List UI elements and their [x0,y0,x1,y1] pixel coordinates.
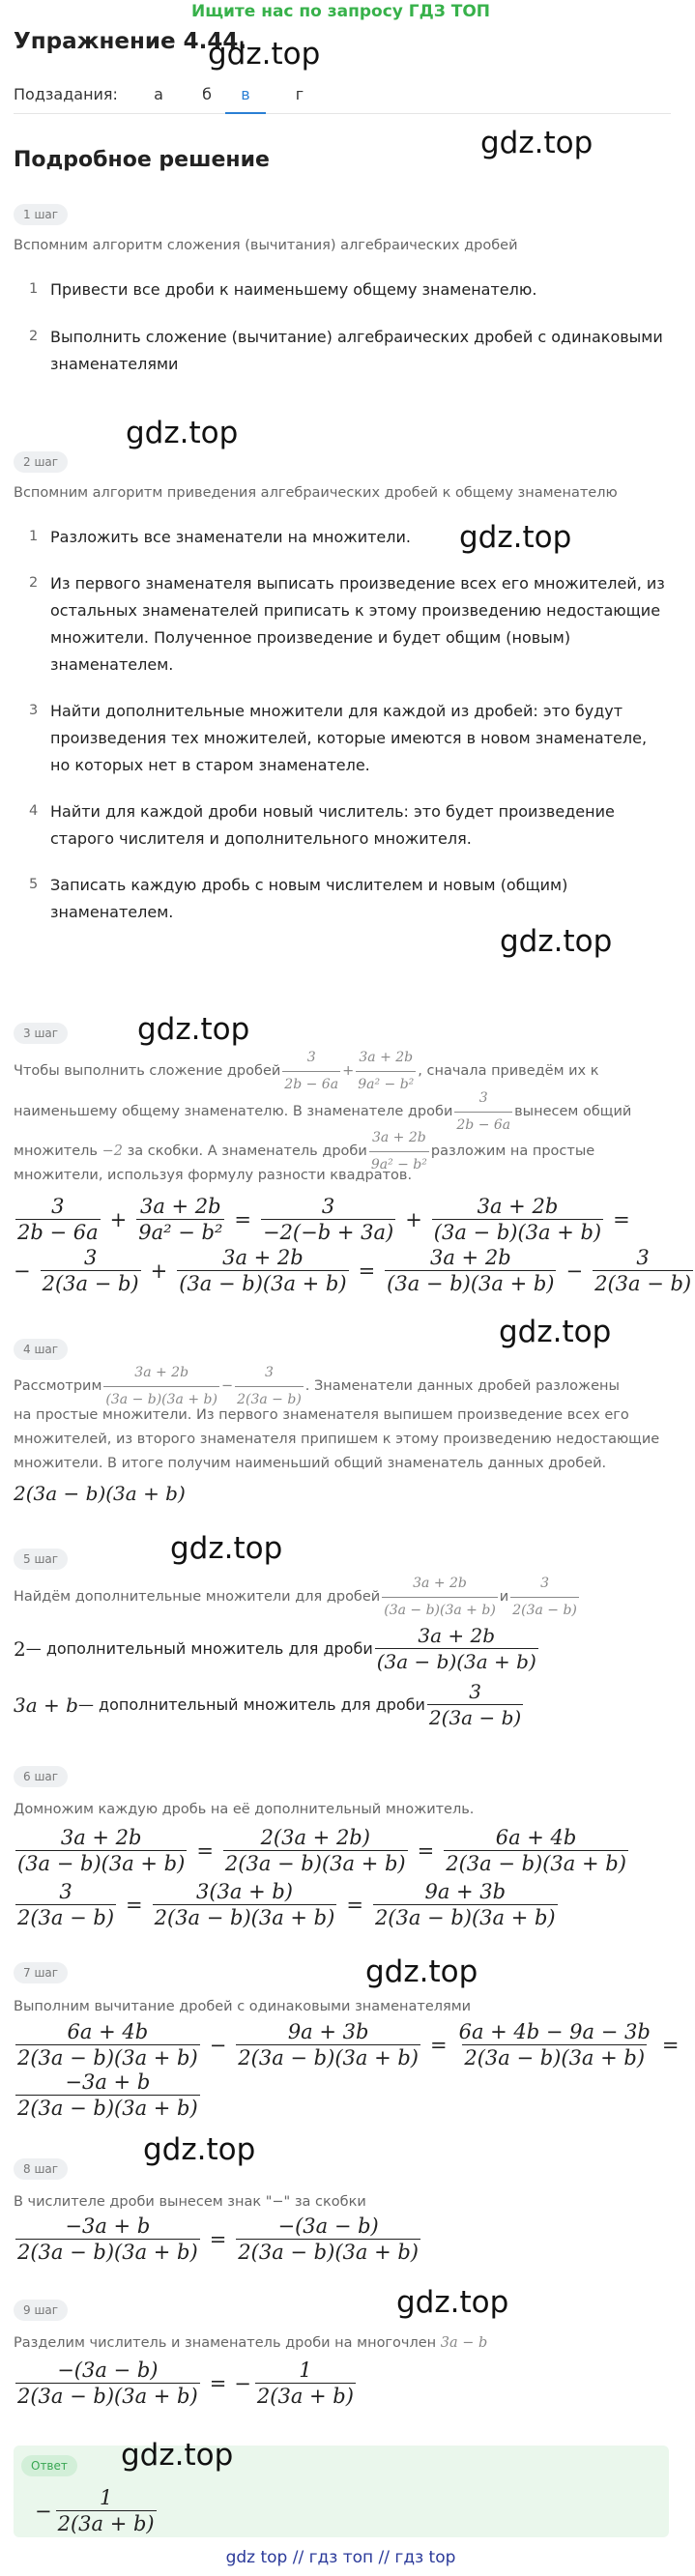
watermark: gdz.top [126,416,239,450]
step-9-line-1 [14,2331,667,2356]
list-item: старого числителя и дополнительного множителя. [50,829,472,848]
equation: $\frac{6a + 4b}{2(3a - b)(3a + b)}$ − $\frac{9a + 3b}{2(3a - b)(3a + b)}$ = $\frac{6a + 4b - 9a - 3b}{2(3a - b)(3a + b)}$ = [17,2020,680,2069]
fraction: $\frac{3}{2(3a - b)}$ [428,1680,522,1729]
step-5-tag: 5 шаг [14,1548,68,1570]
text: разложим на простые [430,1143,595,1159]
page-title: Упражнение 4.44. [14,29,247,54]
step-5-line-3 [14,1680,525,1729]
math: 2 [14,1636,26,1661]
fraction: $\frac{3}{2b - 6a}$ [282,1046,340,1097]
equation: $\frac{-(3a - b)}{2(3a - b)(3a + b)}$ = − $\frac{1}{2(3a + b)}$ [17,2359,354,2408]
list-number: 2 [29,329,39,344]
subtasks-label: Подзадания: [14,85,118,103]
step-4-line-3: множителей, из второго знаменателя припишем к этому произведению недостающие [14,1432,660,1447]
step-4-line-1: Рассмотрим $\frac{3a + 2b}{(3a - b)(3a + b)}$ − $\frac{3}{2(3a - b)}$ . Знаменатели данных дробей разложены [14,1361,667,1412]
list-item: знаменателями [50,355,179,373]
list-item: Найти дополнительные множители для каждой из дробей: это будут [50,702,623,720]
common-denominator: 2(3a − b)(3a + b) [14,1482,186,1505]
text: . Знаменатели данных дробей разложены [304,1378,620,1394]
answer-tag: Ответ [21,2455,77,2476]
fraction: $\frac{3a + 2b}{(3a - b)(3a + b)}$ [103,1361,219,1412]
list-item: знаменателем. [50,655,174,674]
list-number: 3 [29,703,39,718]
step-7-line-1: Выполним вычитание дробей с одинаковыми знаменателями [14,1999,472,2014]
step-8-line-1: В числителе дроби вынесем знак "−" за скобки [14,2194,366,2210]
list-number: 1 [29,529,39,544]
list-item: Найти для каждой дроби новый числитель: это будет произведение [50,802,615,821]
text: Чтобы выполнить сложение дробей [14,1063,281,1079]
fraction: $\frac{3}{2b - 6a}$ [454,1086,512,1138]
watermark: gdz.top [143,2132,256,2167]
watermark: gdz.top [208,37,321,72]
active-tab-indicator [225,112,266,114]
math: −2 [101,1143,123,1159]
list-number: 1 [29,281,39,297]
fraction: $\frac{3a + 2b}{(3a - b)(3a + b)}$ [382,1572,498,1623]
section-heading: Подробное решение [14,148,270,172]
text: — дополнительный множитель для дроби [77,1695,425,1714]
equation: − $\frac{3}{2(3a - b)}$ + $\frac{3a + 2b}{(3a - b)(3a + b)}$ = $\frac{3a + 2b}{(3a - b)(3a + b)}$ − $\frac{3}{2(3a - b)}$ [14,1246,692,1295]
tab-b[interactable]: б [202,85,212,103]
watermark: gdz.top [137,1012,250,1047]
text: вынесем общий [514,1104,632,1119]
equation: $\frac{3}{2b - 6a}$ + $\frac{3a + 2b}{\text{9a² − b²}}$ = $\frac{3}{-2(-b + 3a)}$ + $\frac{3a + 2b}{(3a - b)(3a + b)}$ = [17,1195,630,1244]
step-3-tag: 3 шаг [14,1023,68,1044]
equation: $\frac{3a + 2b}{(3a - b)(3a + b)}$ = $\frac{2(3a + 2b)}{2(3a - b)(3a + b)}$ = $\frac{6a + 4b}{2(3a - b)(3a + b)}$ [17,1826,626,1875]
list-item: но которых нет в старом знаменателе. [50,756,370,774]
tab-g[interactable]: г [295,85,304,103]
watermark: gdz.top [499,1315,612,1349]
watermark: gdz.top [365,1954,478,1989]
step-9-tag: 9 шаг [14,2300,68,2321]
step-4-line-2: на простые множители. Из первого знаменателя выпишем произведение всех его [14,1407,629,1423]
watermark: gdz.top [121,2438,234,2473]
tab-a[interactable]: а [154,85,163,103]
list-item: Привести все дроби к наименьшему общему знаменателю. [50,280,537,299]
step-5-line-1 [14,1572,667,1623]
list-item: Записать каждую дробь с новым числителем и новым (общим) [50,876,568,894]
fraction: $\frac{3}{2(3a - b)}$ [235,1361,304,1412]
equation: $\frac{-3a + b}{2(3a - b)(3a + b)}$ [17,2070,198,2120]
step-4-line-4: множители. В итоге получим наименьший общий знаменатель данных дробей. [14,1456,607,1471]
text: наименьшему общему знаменателю. В знаменателе дроби [14,1104,453,1119]
step-1-tag: 1 шаг [14,204,68,225]
math: 3a − b [440,2335,488,2351]
step-2-intro: Вспомним алгоритм приведения алгебраических дробей к общему знаменателю [14,485,618,501]
step-6-tag: 6 шаг [14,1766,68,1787]
fraction: $\frac{3a + 2b}{\text{9a² − b²}}$ [356,1046,416,1097]
watermark: gdz.top [396,2285,509,2320]
list-number: 2 [29,575,39,591]
list-item: Выполнить сложение (вычитание) алгебраических дробей с одинаковыми [50,328,663,346]
watermark: gdz.top [500,924,613,959]
text: за скобки. А знаменатель дроби [127,1143,367,1159]
watermark: gdz.top [170,1531,283,1566]
banner: Ищите нас по запросу ГДЗ ТОП [190,2,491,21]
list-item: произведения тех множителей, которые имеются в новом знаменателе, [50,729,648,747]
equation: $\frac{3}{2(3a - b)}$ = $\frac{3(3a + b)}{2(3a - b)(3a + b)}$ = $\frac{9a + 3b}{2(3a - b)(3a + b)}$ [17,1880,556,1929]
step-7-tag: 7 шаг [14,1962,68,1983]
step-3-line-4: множители, используя формулу разности квадратов. [14,1168,413,1183]
tab-v[interactable]: в [241,85,250,103]
text: Рассмотрим [14,1378,102,1394]
answer-expression: − $\frac{1}{2(3a + b)}$ [35,2486,155,2535]
list-item: Из первого знаменателя выписать произведение всех его множителей, из [50,574,665,593]
math: 3a + b [14,1693,78,1717]
text: Найдём дополнительные множители для дробей [14,1589,381,1605]
list-item: остальных знаменателей приписать к этому произведению недостающие [50,601,661,620]
equation: $\frac{-3a + b}{2(3a - b)(3a + b)}$ = $\frac{-(3a - b)}{2(3a - b)(3a + b)}$ [17,2214,419,2264]
list-number: 4 [29,803,39,819]
step-3-line-1: Чтобы выполнить сложение дробей $\frac{3}{2b - 6a}$ + $\frac{3a + 2b}{\text{9a² − b²}}$ , сначала приведём их к [14,1046,667,1097]
fraction: $\frac{3}{2(3a - b)}$ [510,1572,579,1623]
watermark: gdz.top [480,126,594,160]
list-item: множители. Полученное произведение и будет общим (новым) [50,628,571,647]
fraction: $\frac{3a + 2b}{\text{9a² − b²}}$ [369,1126,429,1177]
step-5-line-2 [14,1624,540,1673]
text: — дополнительный множитель для дроби [25,1639,373,1658]
step-8-tag: 8 шаг [14,2158,68,2180]
list-item: знаменателем. [50,903,174,921]
step-4-tag: 4 шаг [14,1339,68,1360]
footer: gdz top // гдз топ // гдз top [225,2548,456,2567]
list-item: Разложить все знаменатели на множители. [50,528,411,546]
step-2-tag: 2 шаг [14,451,68,473]
text: множитель [14,1143,98,1159]
list-number: 5 [29,877,39,892]
tabs-divider [14,113,671,114]
step-1-intro: Вспомним алгоритм сложения (вычитания) алгебраических дробей [14,238,518,253]
text: и [499,1589,509,1605]
watermark: gdz.top [459,520,572,555]
fraction: $\frac{3a + 2b}{(3a - b)(3a + b)}$ [376,1624,536,1673]
step-6-line-1: Домножим каждую дробь на её дополнительный множитель. [14,1802,475,1817]
text: , сначала приведём их к [418,1063,599,1079]
text: Разделим числитель и знаменатель дроби на многочлен [14,2335,437,2351]
